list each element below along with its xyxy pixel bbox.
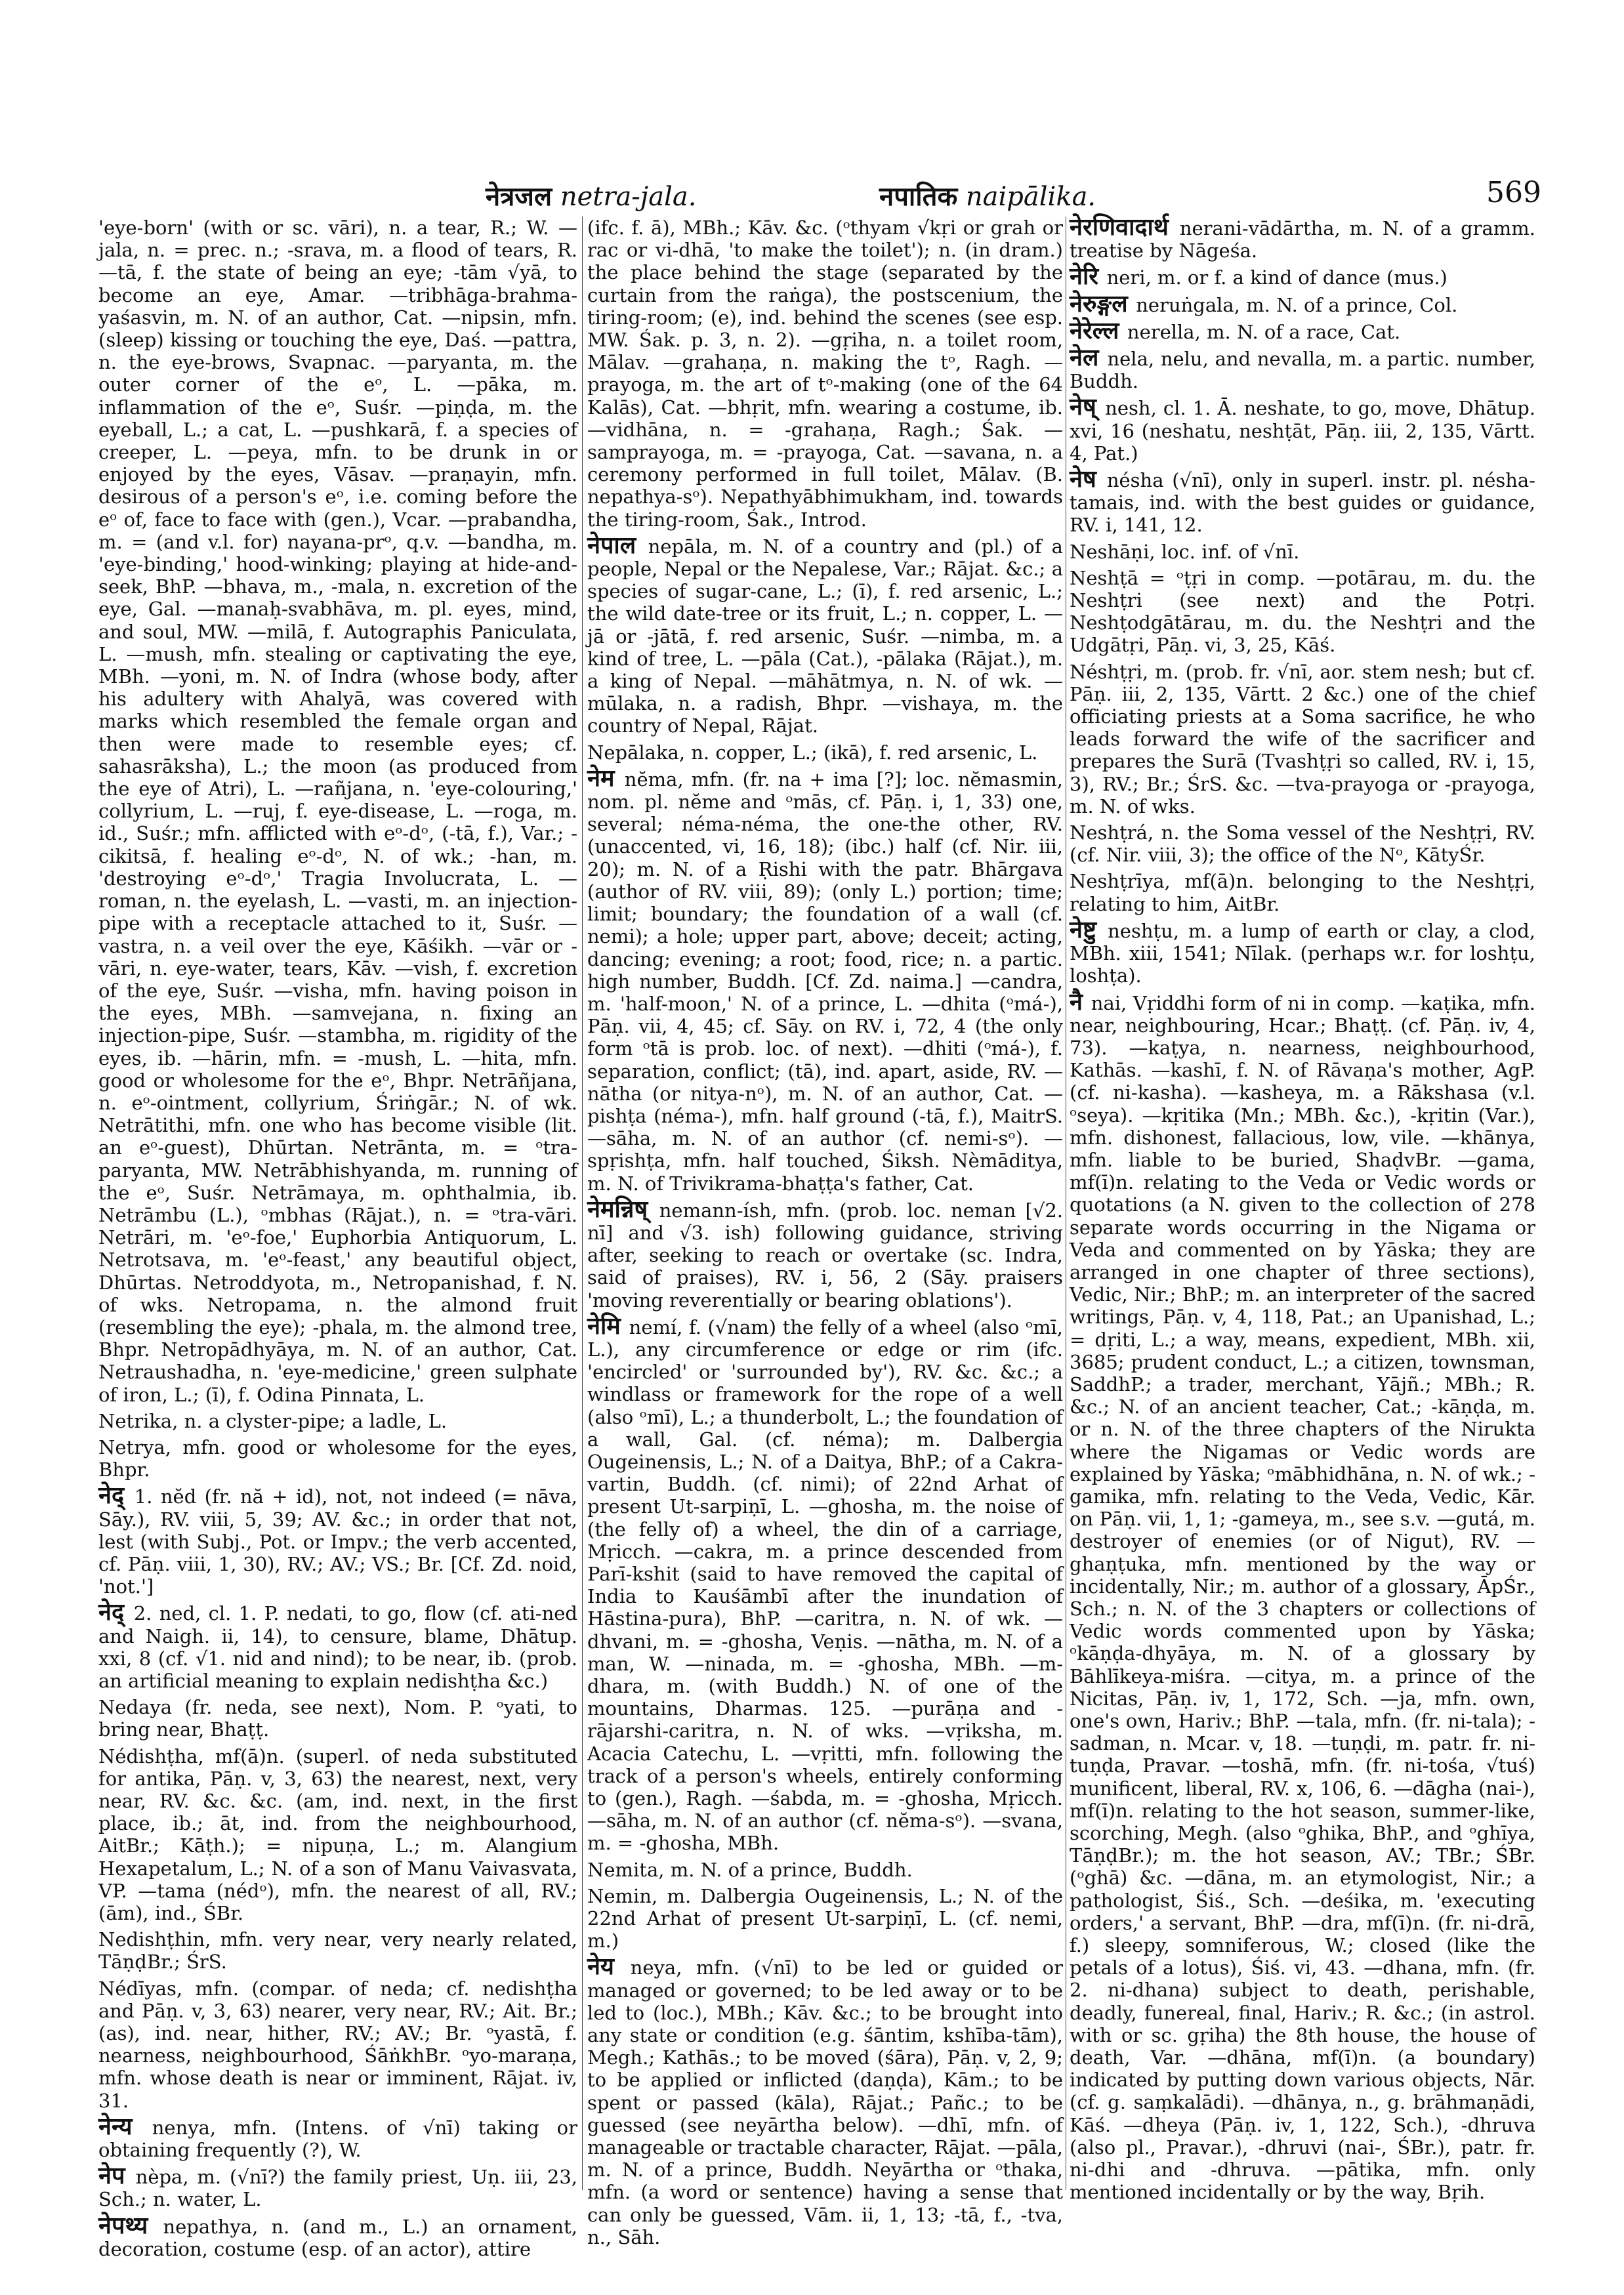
dictionary-entry xyxy=(587,217,1063,531)
dictionary-entry xyxy=(98,2212,577,2260)
dictionary-entry xyxy=(1070,916,1535,987)
entry-text: Netrya, mfn. good or wholesome for the eyes, Bhpr. xyxy=(98,1436,577,1481)
entry-headword-devanagari: नेमि xyxy=(587,1312,629,1340)
entry-text: neya, mfn. (√nī) to be led or guided or managed or governed; to be led away or to be led to (loc.), MBh.; Kāv. &c.; to be brought into any state or condition (e.g. śāntim, kshība-tām), Megh.; Kathās.; to be moved (śāra), Pāṇ. v, 2, 9; to be applied or inflicted (daṇḍa), Kām.; to be spent or passed (kāla), Rājat.; Pañc.; to be guessed (see neyārtha below). —dhī, mfn. of manageable or tractable character, Rājat. —pāla, m. N. of a prince, Buddh. Neyārtha or ᵒthaka, mfn. (a word or sentence) having a sense that can only be guessed, Vām. ii, 1, 13; -tā, f., -tva, n., Sāh. xyxy=(587,1956,1063,2248)
entry-headword-devanagari: नेष xyxy=(1070,466,1107,493)
entry-text: Nemin, m. Dalbergia Ougeinensis, L.; N. of the 22nd Arhat of present Ut-sarpiṇī, L. (cf. nemi, m.) xyxy=(587,1884,1063,1953)
dictionary-entry xyxy=(98,217,577,1406)
entry-headword-devanagari: नेष् xyxy=(1070,394,1106,421)
dictionary-entry xyxy=(587,1885,1063,1953)
entry-text: Nédīyas, mfn. (compar. of neda; cf. nedishṭha and Pāṇ. v, 3, 63) nearer, very near, RV.; Ait. Br.; (as), ind. near, hither, RV.; AV.; Br. ᵒyastā, f. nearness, neighbourhood, ŚāṅkhBr. ᵒyo-maraṇa, mfn. whose death is near or imminent, Rājat. iv, 31. xyxy=(98,1977,577,2112)
entry-text: 'eye-born' (with or sc. vāri), n. a tear, R.; W. —jala, n. = prec. n.; -srava, m. a flood of tears, R. —tā, f. the state of being an eye; -tām √yā, to become an eye, Amar. —tribhāga-brahma-yaśasvin, m. N. of an author, Cat. —nipsin, mfn. (sleep) kissing or touching the eye, Daś. —pattra, n. the eye-brows, Svapnac. —paryanta, m. the outer corner of the eᵒ, L. —pāka, m. inflammation of the eᵒ, Suśr. —piṇḍa, m. the eyeball, L.; a cat, L. —pushkarā, f. a species of creeper, L. —peya, mfn. to be drunk in or enjoyed by the eyes, Vāsav. —praṇayin, mfn. desirous of a person's eᵒ, i.e. coming before the eᵒ of, face to face with (gen.), Vcar. —prabandha, m. = (and v.l. for) nayana-prᵒ, q.v. —bandha, m. 'eye-binding,' hood-winking; playing at hide-and-seek, BhP. —bhava, m., -mala, n. excretion of the eye, Gal. —manaḥ-svabhāva, m. pl. eyes, mind, and soul, MW. —milā, f. Autographis Paniculata, L. —mush, mfn. stealing or captivating the eye, MBh. —yoni, m. N. of Indra (whose body, after his adultery with Ahalyā, was covered with marks which resembled the female organ and then were made to resemble eyes; cf. sahasrāksha), L.; the moon (as produced from the eye of Atri), L. —rañjana, n. 'eye-colouring,' collyrium, L. —ruj, f. eye-disease, L. —roga, m. id., Suśr.; mfn. afflicted with eᵒ-dᵒ, (-tā, f.), Var.; -cikitsā, f. healing eᵒ-dᵒ, N. of wk.; -han, m. 'destroying eᵒ-dᵒ,' Tragia Involucrata, L. —roman, n. the eyelash, L. —vasti, m. an injection-pipe with a receptacle attached to it, Suśr. —vastra, n. a veil over the eye, Kāśikh. —vār or -vāri, n. eye-water, tears, Kāv. —vish, f. excretion of the eye, Suśr. —visha, mfn. having poison in the eyes, MBh. —samvejana, n. fixing an injection-pipe, Suśr. —stambha, m. rigidity of the eyes, ib. —hārin, mfn. = -mush, L. —hita, mfn. good or wholesome for the eᵒ, Bhpr. Netrāñjana, n. eᵒ-ointment, collyrium, Śriṅgār.; N. of wk. Netrātithi, mfn. one who has become visible (lit. an eᵒ-guest), Dhūrtan. Netrānta, m. = ᵒtra-paryanta, MW. Netrābhishyanda, m. running of the eᵒ, Suśr. Netrāmaya, m. ophthalmia, ib. Netrāmbu (L.), ᵒmbhas (Rājat.), n. = ᵒtra-vāri. Netrāri, m. 'eᵒ-foe,' Euphorbia Antiquorum, L. Netrotsava, m. 'eᵒ-feast,' any beautiful object, Dhūrtas. Netroddyota, m., Netropanishad, f. N. of wks. Netropama, n. the almond fruit (resembling the eye); -phala, m. the almond tree, Bhpr. Netropādhyāya, m. N. of an author, Cat. Netraushadha, n. 'eye-medicine,' green sulphate of iron, L.; (ī), f. Odina Pinnata, L. xyxy=(98,217,577,1406)
center-running-head-devanagari: नपातिक xyxy=(879,182,958,212)
dictionary-entry xyxy=(1070,317,1535,344)
entry-text: nemann-ísh, mfn. (prob. loc. neman [√2. nī] and √3. ish) following guidance, striving after, seeking to reach or overtake (sc. Indra, said of praises), RV. i, 56, 2 (Sāy. praisers 'moving reverentially or bearing oblations'). xyxy=(587,1199,1063,1312)
dictionary-entry xyxy=(98,2113,577,2162)
entry-text: Nedaya (fr. neda, see next), Nom. P. ᵒyati, to bring near, Bhaṭṭ. xyxy=(98,1696,577,1741)
dictionary-entry xyxy=(587,1953,1063,2248)
entry-text: Neshāṇi, loc. inf. of √nī. xyxy=(1070,540,1300,563)
entry-headword-devanagari: नेष्टु xyxy=(1070,916,1108,943)
entry-text: (ifc. f. ā), MBh.; Kāv. &c. (ᵒthyam √kṛi or grah or rac or vi-dhā, 'to make the toilet'); n. (in dram.) the place behind the stage (separated by the curtain from the raṅga), the postscenium, the tiring-room; (e), ind. behind the scenes (see esp. MW. Śak. p. 3, n. 2). —gṛiha, n. a toilet room, Mālav. —grahaṇa, n. making the tᵒ, Ragh. —prayoga, m. the art of tᵒ-making (one of the 64 Kalās), Cat. —bhṛit, mfn. wearing a costume, ib. —vidhāna, n. = -grahaṇa, Ragh.; Śak. —samprayoga, m. = -prayoga, Cat. —savana, n. a ceremony performed in full toilet, Mālav. (B. nepathya-sᵒ). Nepathyābhimukham, ind. towards the tiring-room, Śak., Introd. xyxy=(587,217,1063,531)
dictionary-entry xyxy=(587,741,1063,764)
entry-text: nepāla, m. N. of a country and (pl.) of a people, Nepal or the Nepalese, Var.; Rājat. &c.; a species of sugar-cane, L.; (ī), f. red arsenic, L.; the wild date-tree or its fruit, L.; n. copper, L. —jā or -jātā, f. red arsenic, Suśr. —nimba, m. a kind of tree, L. —pāla (Cat.), -pālaka (Rājat.), m. a king of Nepal. —māhātmya, n. N. of wk. —mūlaka, n. a radish, Bhpr. —vishaya, m. the country of Nepal, Rājat. xyxy=(587,535,1063,737)
entry-text: 1. nĕd (fr. nă + id), not, not indeed (= nāva, Sāy.), RV. viii, 5, 39; AV. &c.; in order that not, lest (with Subj., Pot. or Impv.; the verb accented, cf. Pāṇ. viii, 1, 30), RV.; AV.; VS.; Br. [Cf. Zd. noid, 'not.'] xyxy=(98,1485,577,1598)
dictionary-entry xyxy=(98,1696,577,1741)
dictionary-entry xyxy=(587,764,1063,1195)
entry-text: neruṅgala, m. N. of a prince, Col. xyxy=(1136,293,1458,316)
entry-text: nai, Vṛiddhi form of ni in comp. —kaṭika, mfn. near, neighbouring, Hcar.; Bhaṭṭ. (cf. Pāṇ. iv, 4, 73). —kaṭya, n. nearness, neighbourhood, Kathās. —kashī, f. N. of Rāvaṇa's mother, AgP. (cf. ni-kasha). —kasheya, m. a Rākshasa (v.l. ᵒseya). —kṛitika (Mn.; MBh. &c.), -kṛitin (Var.), mfn. dishonest, fallacious, low, vile. —khānya, mfn. liable to be buried, ShaḍvBr. —gama, mf(ī)n. relating to the Veda or Vedic words or quotations (a N. given to the collection of 278 separate words occurring in the Nigama or Veda and commented on by Yāska; they are arranged in one chapter of three sections), Vedic, Nir.; BhP.; m. an interpreter of the sacred writings, Pāṇ. v, 4, 118, Pat.; an Upanishad, L.; = dṛiti, L.; a way, means, expedient, MBh. xii, 3685; prudent conduct, L.; a citizen, townsman, SaddhP.; a trader, merchant, Yājñ.; MBh.; R. &c.; N. of an ancient teacher, Cat.; -kāṇḍa, m. or n. N. of the three chapters of the Nirukta where the Nigamas or Vedic words are explained by Yāska; ᵒmābhidhāna, n. N. of wk.; -gamika, mfn. relating to the Veda, Vedic, Kār. on Pāṇ. vii, 1, 1; -gameya, m., see s.v. —gutá, m. destroyer of enemies (or of Nigut), RV. —ghaṇṭuka, mfn. mentioned by the way or incidentally, Nir.; m. author of a glossary, ĀpŚr., Sch.; n. N. of the 3 chapters or collections of Vedic words commented upon by Yāska; ᵒkāṇḍa-dhyāya, m. N. of a glossary by Bāhlīkeya-miśra. —citya, m. a prince of the Nicitas, Pāṇ. iv, 1, 172, Sch. —ja, mfn. own, one's own, Hariv.; BhP. —tala, mfn. (fr. ni-tala); -sadman, n. Mcar. v, 18. —tuṇḍi, m. patr. fr. ni-tuṇḍa, Pravar. —toshā, mfn. (fr. ni-tośa, √tuś) munificent, liberal, RV. x, 106, 6. —dāgha (nai-), mf(ī)n. relating to the hot season, summer-like, scorching, Megh. (also ᵒghika, BhP., and ᵒghīya, TāṇḍBr.); m. the hot season, AV.; TBr.; ŚBr. (ᵒghā) &c. —dāna, m. an etymologist, Nir.; a pathologist, Śiś., Sch. —deśika, m. 'executing orders,' a servant, BhP. —dra, mf(ī)n. (fr. ni-drā, f.) sleepy, somniferous, W.; closed (like the petals of a lotus), Śiś. vi, 43. —dhana, mfn. (fr. 2. ni-dhana) subject to death, perishable, deadly, funereal, final, Hariv.; R. &c.; (in astrol. with or sc. gṛiha) the 8th house, the house of death, Var. —dhāna, mf(ī)n. (a boundary) indicated by putting down various objects, Nār. (cf. g. saṃkalādi). —dhānya, n., g. brāhmaṇādi, Kāś. —dheya (Pāṇ. iv, 1, 122, Sch.), -dhruva (also pl., Pravar.), -dhruvi (nai-, ŚBr.), patr. fr. ni-dhi and -dhruva. —pātika, mfn. only mentioned incidentally or by the way, Bṛih. xyxy=(1070,991,1535,2204)
entry-headword-devanagari: नेरुङ्गल xyxy=(1070,290,1136,318)
dictionary-entry xyxy=(1070,290,1535,318)
entry-headword-devanagari: नेद् xyxy=(98,1599,134,1626)
dictionary-entry xyxy=(1070,468,1535,537)
page-header xyxy=(0,157,1624,217)
entry-headword-devanagari: नेल xyxy=(1070,344,1108,372)
column-divider xyxy=(582,217,583,2190)
entry-headword-devanagari: नेपाल xyxy=(587,531,648,559)
entry-text: nĕma, mfn. (fr. na + ima [?]; loc. nĕmasmin, nom. pl. nĕme and ᵒmās, cf. Pāṇ. i, 1, 33) one, several; néma-néma, the one-the other, RV. (unaccented, vi, 16, 18); (ibc.) half (cf. Nir. iii, 20); m. N. of a Ṛishi with the patr. Bhārgava (author of RV. viii, 89); (only L.) portion; time; limit; boundary; the foundation of a wall (cf. nemi); a hole; upper part, above; deceit; acting, dancing; evening; a root; food, rice; n. a partic. high number, Buddh. [Cf. Zd. naima.] —candra, m. 'half-moon,' N. of a prince, L. —dhita (ᵒmá-), Pāṇ. vii, 4, 45; cf. Sāy. on RV. i, 72, 4 (the only form ᵒtā is prob. loc. of next). —dhiti (ᵒmá-), f. separation, conflict; (tā), ind. apart, aside, RV. —nātha (or nitya-nᵒ), m. N. of an author, Cat. —pishṭa (néma-), mfn. half ground (-tā, f.), MaitrS. —sāha, m. N. of an author (cf. nemi-sᵒ). —spṛishṭa, mfn. half touched, Śiksh. Nèmāditya, m. N. of Trivikrama-bhaṭṭa's father, Cat. xyxy=(587,768,1063,1195)
entry-headword-devanagari: नेम xyxy=(587,764,625,792)
center-running-head-translit: naipālika. xyxy=(965,182,1096,212)
entry-text: nèpa, m. (√nī?) the family priest, Uṇ. iii, 23, Sch.; n. water, L. xyxy=(98,2166,578,2211)
entry-text: Neshṭrīya, mf(ā)n. belonging to the Neshṭṛi, relating to him, AitBr. xyxy=(1070,870,1535,915)
dictionary-entry xyxy=(1070,214,1536,262)
dictionary-entry xyxy=(98,2162,578,2211)
left-running-head xyxy=(486,177,696,213)
page-number: 569 xyxy=(1486,176,1541,209)
dictionary-column-1 xyxy=(98,217,578,2260)
entry-text: nesh, cl. 1. Ā. neshate, to go, move, Dhātup. xvi, 16 (neshatu, neshṭāt, Pāṇ. iii, 2, 135, Vārtt. 4, Pat.) xyxy=(1070,397,1535,465)
dictionary-entry xyxy=(1070,661,1535,817)
entry-text: Nemita, m. N. of a prince, Buddh. xyxy=(587,1858,913,1881)
dictionary-entry xyxy=(98,1599,577,1692)
entry-text: Nepālaka, n. copper, L.; (ikā), f. red arsenic, L. xyxy=(587,741,1038,764)
entry-text: nenya, mfn. (Intens. of √nī) taking or obtaining frequently (?), W. xyxy=(98,2116,577,2162)
entry-text: nésha (√nī), only in superl. instr. pl. nésha-tamais, ind. with the best guides or guidance, RV. i, 141, 12. xyxy=(1070,469,1535,537)
entry-headword-devanagari: नेरणिवादार्थ xyxy=(1070,214,1180,241)
center-running-head xyxy=(879,177,1096,213)
entry-headword-devanagari: नेमन्निष् xyxy=(587,1195,659,1223)
entry-text: nela, nelu, and nevalla, m. a partic. number, Buddh. xyxy=(1070,348,1535,393)
entry-text: nepathya, n. (and m., L.) an ornament, decoration, costume (esp. of an actor), attire xyxy=(98,2215,577,2260)
dictionary-entry xyxy=(98,1482,577,1598)
entry-text: Nédishṭha, mf(ā)n. (superl. of neda substituted for antika, Pāṇ. v, 3, 63) the nearest, next, very near, RV. &c. &c. (am, ind. next, in the first place, ib.; āt, ind. from the neighbourhood, AitBr.; Kāṭh.); = nipuṇa, L.; m. Alangium Hexapetalum, L.; N. of a son of Manu Vaivasvata, VP. —tama (nédᵒ), mfn. the nearest of all, RV.; (ām), ind., ŚBr. xyxy=(98,1745,577,1925)
entry-text: Neshṭā = ᵒṭṛi in comp. —potārau, m. du. the Neshṭri (see next) and the Potṛi. Neshṭodgātārau, m. du. the Neshṭri and the Udgātṛi, Pāṇ. vi, 3, 25, Kāś. xyxy=(1070,566,1535,657)
entry-text: 2. ned, cl. 1. P. nedati, to go, flow (cf. ati-ned and Naigh. ii, 14), to censure, blame, Dhātup. xxi, 8 (cf. √1. nid and nind); to be near, ib. (prob. an artificial meaning to explain nedishṭha &c.) xyxy=(98,1602,577,1692)
entry-headword-devanagari: नेय xyxy=(587,1953,631,1981)
entry-headword-devanagari: नेरेल्ल xyxy=(1070,317,1127,344)
left-running-head-devanagari: नेत्रजल xyxy=(486,182,552,212)
entry-text: neshṭu, m. a lump of earth or clay, a clod, MBh. xiii, 1541; Nīlak. (perhaps w.r. for loshṭu, loshṭa). xyxy=(1070,919,1535,987)
entry-text: Neshṭrá, n. the Soma vessel of the Neshṭṛi, RV. (cf. Nir. viii, 3); the office of the Nᵒ, KātyŚr. xyxy=(1070,821,1535,867)
dictionary-entry xyxy=(1070,344,1535,393)
dictionary-column-2 xyxy=(587,217,1063,2248)
entry-text: Netrika, n. a clyster-pipe; a ladle, L. xyxy=(98,1409,448,1432)
dictionary-entry xyxy=(1070,263,1535,291)
dictionary-entry xyxy=(587,1859,1063,1881)
entry-text: neri, m. or f. a kind of dance (mus.) xyxy=(1106,266,1447,289)
entry-text: nerani-vādārtha, m. N. of a gramm. treatise by Nāgeśa. xyxy=(1070,217,1536,262)
dictionary-column-3 xyxy=(1070,214,1536,2204)
dictionary-entry xyxy=(98,1410,577,1432)
entry-text: Néshṭṛi, m. (prob. fr. √nī, aor. stem nesh; but cf. Pāṇ. iii, 2, 135, Vārtt. 2 &c.) one of the chief officiating priests at a Soma sacrifice, he who leads forward the wife of the sacrificer and prepares the Surā (Tvashṭṛi so called, RV. i, 15, 3), RV.; Br.; ŚrS. &c. —tva-prayoga or -prayoga, m. N. of wks. xyxy=(1070,660,1535,817)
dictionary-entry xyxy=(1070,821,1535,866)
dictionary-entry xyxy=(98,1745,577,1925)
dictionary-entry xyxy=(1070,870,1535,915)
dictionary-entry xyxy=(1070,541,1535,563)
dictionary-entry xyxy=(98,1977,577,2112)
dictionary-entry xyxy=(587,531,1063,737)
dictionary-entry xyxy=(1070,396,1535,465)
entry-text: Nedishṭhin, mfn. very near, very nearly related, TāṇḍBr.; ŚrS. xyxy=(98,1928,577,1974)
dictionary-entry xyxy=(587,1195,1063,1312)
left-running-head-translit: netra-jala. xyxy=(560,182,697,212)
entry-headword-devanagari: नेद् xyxy=(98,1482,135,1510)
dictionary-entry xyxy=(98,1928,577,1973)
entry-headword-devanagari: नेपथ्य xyxy=(98,2212,163,2239)
entry-text: nemí, f. (√nam) the felly of a wheel (also ᵒmī, L.), any circumference or edge or rim (ifc. 'encircled' or 'surrounded by'), RV. &c. &c.; a windlass or framework for the rope of a well (also ᵒmī), L.; a thunderbolt, L.; the foundation of a wall, Gal. (cf. néma); m. Dalbergia Ougeinensis, L.; N. of a Daitya, BhP.; of a Cakra-vartin, Buddh. (cf. nimi); of 22nd Arhat of present Ut-sarpiṇī, L. —ghosha, m. the noise of (the felly of) a wheel, the din of a carriage, Mṛicch. —cakra, m. a prince descended from Parī-kshit (said to have removed the capital of India to Kauśāmbī after the inundation of Hāstina-pura), BhP. —caritra, n. N. of wk. —dhvani, m. = -ghosha, Veṇis. —nātha, m. N. of a man, W. —ninada, m. = -ghosha, MBh. —m-dhara, m. (with Buddh.) N. of one of the mountains, Dharmas. 125. —purāṇa and -rājarshi-caritra, n. N. of wks. —vṛiksha, m. Acacia Catechu, L. —vṛitti, mfn. following the track of a person's wheels, entirely conforming to (gen.), Ragh. —śabda, m. = -ghosha, Mṛicch. —sāha, m. N. of an author (cf. nĕma-sᵒ). —svana, m. = -ghosha, MBh. xyxy=(587,1315,1063,1855)
entry-headword-devanagari: नेरि xyxy=(1070,263,1107,291)
entry-headword-devanagari: नेप xyxy=(98,2162,136,2190)
entry-text: nerella, m. N. of a race, Cat. xyxy=(1127,320,1401,343)
dictionary-entry xyxy=(1070,988,1535,2204)
dictionary-entry xyxy=(98,1436,577,1481)
entry-headword-devanagari: नै xyxy=(1070,988,1091,1016)
entry-headword-devanagari: नेन्य xyxy=(98,2113,152,2140)
dictionary-entry xyxy=(1070,567,1535,657)
dictionary-entry xyxy=(587,1312,1063,1855)
